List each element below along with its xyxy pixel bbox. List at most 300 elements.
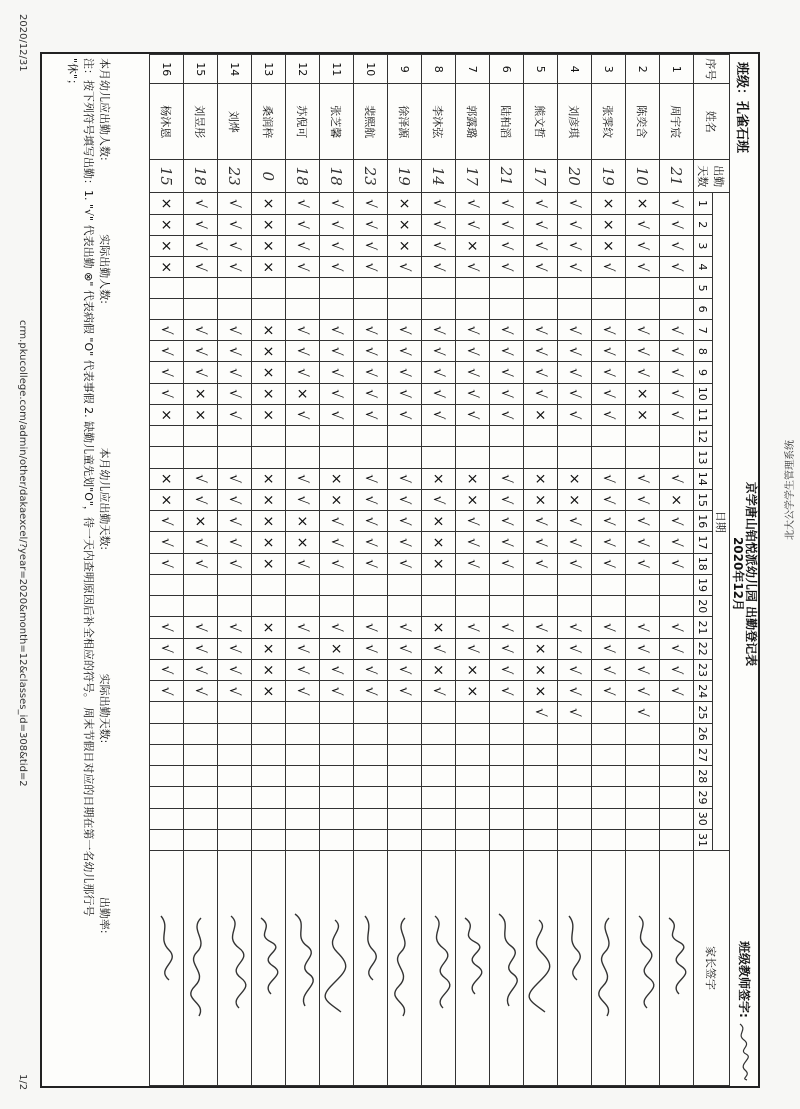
attendance-mark: [524, 766, 558, 787]
day-number-cell: 6: [694, 299, 713, 320]
day-number-cell: 8: [694, 341, 713, 362]
attendance-mark: √: [184, 320, 218, 341]
attendance-mark: [626, 278, 660, 299]
attendance-mark: √: [184, 553, 218, 574]
attendance-mark: √: [490, 214, 524, 235]
attendance-mark: √: [524, 532, 558, 553]
attendance-mark: √: [660, 214, 694, 235]
parent-signature: [626, 851, 660, 1086]
actual-days-label: 实际出勤天数:: [98, 673, 111, 744]
seq-cell: 9: [388, 55, 422, 84]
attendance-mark: √: [456, 511, 490, 532]
attendance-mark: √: [320, 511, 354, 532]
attendance-mark: [490, 447, 524, 468]
name-cell: 桑润梓: [252, 84, 286, 160]
attendance-mark: √: [558, 404, 592, 425]
attendance-mark: [354, 299, 388, 320]
attendance-mark: √: [558, 214, 592, 235]
attendance-mark: √: [558, 383, 592, 404]
attendance-mark: √: [218, 511, 252, 532]
days-cell: 18: [320, 159, 354, 192]
student-row: [558, 55, 592, 1086]
attendance-mark: √: [626, 553, 660, 574]
attendance-mark: [150, 426, 184, 447]
attendance-mark: ×: [150, 214, 184, 235]
attendance-mark: [218, 426, 252, 447]
attendance-mark: [320, 596, 354, 617]
attendance-mark: √: [660, 553, 694, 574]
attendance-mark: ×: [150, 256, 184, 277]
attendance-mark: [184, 808, 218, 829]
attendance-mark: ×: [456, 489, 490, 510]
attendance-mark: [592, 447, 626, 468]
seq-cell: 14: [218, 55, 252, 84]
attendance-mark: [252, 299, 286, 320]
system-name: 北大公学学生管理系统: [785, 440, 796, 540]
attendance-mark: [524, 787, 558, 808]
seq-cell: 11: [320, 55, 354, 84]
attendance-mark: [320, 299, 354, 320]
attendance-table: [149, 54, 730, 1086]
attendance-mark: [490, 808, 524, 829]
attendance-mark: [456, 723, 490, 744]
parent-signature: [592, 851, 626, 1086]
attendance-mark: √: [286, 617, 320, 638]
attendance-mark: [660, 447, 694, 468]
attendance-mark: [558, 787, 592, 808]
attendance-mark: [184, 447, 218, 468]
attendance-mark: [422, 574, 456, 595]
student-row: [626, 55, 660, 1086]
attendance-mark: √: [388, 638, 422, 659]
attendance-mark: √: [388, 553, 422, 574]
attendance-mark: √: [626, 468, 660, 489]
attendance-mark: [218, 702, 252, 723]
attendance-mark: √: [626, 659, 660, 680]
attendance-mark: √: [184, 468, 218, 489]
attendance-mark: √: [558, 235, 592, 256]
attendance-mark: √: [354, 256, 388, 277]
day-number-cell: 14: [694, 468, 713, 489]
attendance-mark: [422, 278, 456, 299]
attendance-mark: ×: [252, 383, 286, 404]
seq-cell: 16: [150, 55, 184, 84]
attendance-mark: [320, 723, 354, 744]
attendance-mark: [660, 426, 694, 447]
attendance-mark: √: [150, 659, 184, 680]
attendance-mark: √: [660, 362, 694, 383]
attendance-mark: √: [388, 383, 422, 404]
attendance-mark: √: [184, 681, 218, 702]
attendance-mark: ×: [524, 638, 558, 659]
name-cell: 刘昱彤: [184, 84, 218, 160]
attendance-mark: √: [320, 404, 354, 425]
attendance-mark: [150, 829, 184, 850]
attendance-mark: √: [524, 214, 558, 235]
month-title: 2020年12月: [731, 536, 745, 612]
attendance-mark: [184, 278, 218, 299]
attendance-mark: [218, 787, 252, 808]
attendance-mark: √: [388, 468, 422, 489]
attendance-mark: [592, 744, 626, 765]
seq-cell: 12: [286, 55, 320, 84]
attendance-mark: √: [524, 341, 558, 362]
attendance-mark: ×: [320, 638, 354, 659]
attendance-mark: [626, 808, 660, 829]
student-row: [354, 55, 388, 1086]
parent-signature-scrawl: [322, 908, 352, 1028]
attendance-mark: [490, 766, 524, 787]
attendance-mark: √: [150, 511, 184, 532]
attendance-mark: [286, 702, 320, 723]
attendance-mark: [558, 574, 592, 595]
parent-signature-scrawl: [458, 908, 488, 1028]
attendance-mark: √: [490, 404, 524, 425]
student-row: [320, 55, 354, 1086]
attendance-mark: [456, 278, 490, 299]
attendance-mark: [354, 278, 388, 299]
student-row: [218, 55, 252, 1086]
name-cell: 杨沐恩: [150, 84, 184, 160]
attendance-mark: ×: [252, 256, 286, 277]
day-number-cell: 2: [694, 214, 713, 235]
attendance-mark: ×: [252, 659, 286, 680]
attendance-mark: [320, 702, 354, 723]
attendance-mark: √: [286, 681, 320, 702]
notes-block: [64, 58, 112, 1078]
attendance-mark: √: [524, 383, 558, 404]
attendance-mark: √: [388, 341, 422, 362]
attendance-mark: √: [150, 320, 184, 341]
sheet-header: [729, 54, 758, 1086]
attendance-mark: [286, 744, 320, 765]
name-cell: 张霁纹: [592, 84, 626, 160]
attendance-mark: [558, 829, 592, 850]
attendance-mark: [150, 447, 184, 468]
attendance-mark: [286, 574, 320, 595]
attendance-mark: [422, 766, 456, 787]
attendance-mark: ×: [252, 617, 286, 638]
attendance-mark: [592, 808, 626, 829]
attendance-mark: √: [320, 256, 354, 277]
attendance-mark: ×: [422, 532, 456, 553]
day-number-cell: 10: [694, 383, 713, 404]
attendance-mark: √: [422, 193, 456, 214]
attendance-mark: √: [388, 320, 422, 341]
attendance-mark: [320, 787, 354, 808]
day-number-cell: 16: [694, 511, 713, 532]
attendance-mark: √: [184, 362, 218, 383]
days-header: 出勤天数: [694, 159, 730, 192]
attendance-mark: [456, 426, 490, 447]
days-cell: 17: [456, 159, 490, 192]
attendance-mark: √: [388, 362, 422, 383]
days-cell: 0: [252, 159, 286, 192]
name-cell: 苏倪可: [286, 84, 320, 160]
attendance-mark: [524, 299, 558, 320]
attendance-mark: ×: [456, 659, 490, 680]
attendance-mark: [354, 596, 388, 617]
day-number-cell: 11: [694, 404, 713, 425]
actual-children-label: 实际出勤人数:: [98, 234, 111, 304]
attendance-mark: [592, 278, 626, 299]
days-cell: 23: [354, 159, 388, 192]
attendance-mark: [490, 702, 524, 723]
notes-legend-row: 注：按下列符号填写出勤：1. "√" 代表出勤 ⊗" 代表病假 "O" 代表事假 2. 缺勤儿童先划"O"，待一天内查明原因后补全相应的符号。 周末节假日对应的日期在第一名幼儿那行号: [82, 58, 95, 917]
attendance-mark: √: [490, 235, 524, 256]
parent-signature-scrawl: [628, 908, 658, 1028]
attendance-mark: √: [286, 235, 320, 256]
attendance-mark: √: [660, 320, 694, 341]
attendance-mark: [524, 596, 558, 617]
attendance-mark: √: [456, 256, 490, 277]
attendance-mark: √: [150, 638, 184, 659]
attendance-mark: √: [422, 214, 456, 235]
attendance-mark: ×: [252, 489, 286, 510]
attendance-mark: √: [490, 362, 524, 383]
attendance-mark: √: [150, 681, 184, 702]
parent-signature: [184, 851, 218, 1086]
attendance-mark: √: [354, 489, 388, 510]
attendance-mark: [286, 596, 320, 617]
attendance-mark: [354, 766, 388, 787]
seq-cell: 15: [184, 55, 218, 84]
attendance-mark: √: [490, 638, 524, 659]
teacher-sign-label: 班级教师签字:: [737, 941, 751, 1018]
parent-signature: [320, 851, 354, 1086]
attendance-mark: √: [354, 511, 388, 532]
attendance-mark: [388, 574, 422, 595]
notes-summary-row: [96, 58, 112, 1078]
attendance-mark: [184, 744, 218, 765]
attendance-mark: √: [660, 256, 694, 277]
attendance-mark: √: [592, 341, 626, 362]
attendance-mark: [286, 426, 320, 447]
attendance-mark: ×: [252, 553, 286, 574]
seq-cell: 5: [524, 55, 558, 84]
attendance-mark: √: [354, 553, 388, 574]
attendance-mark: √: [592, 532, 626, 553]
day-number-cell: 18: [694, 553, 713, 574]
attendance-mark: √: [626, 638, 660, 659]
attendance-mark: √: [626, 235, 660, 256]
days-cell: 15: [150, 159, 184, 192]
attendance-mark: √: [150, 617, 184, 638]
attendance-mark: √: [592, 404, 626, 425]
attendance-mark: [184, 299, 218, 320]
attendance-mark: [558, 299, 592, 320]
attendance-mark: √: [354, 214, 388, 235]
attendance-mark: √: [320, 214, 354, 235]
attendance-mark: √: [354, 193, 388, 214]
attendance-mark: ×: [422, 553, 456, 574]
attendance-mark: √: [456, 404, 490, 425]
expected-children-label: 本月幼儿应出勤人数:: [98, 58, 111, 161]
attendance-mark: √: [354, 532, 388, 553]
attendance-mark: [388, 829, 422, 850]
day-number-cell: 15: [694, 489, 713, 510]
attendance-mark: [456, 596, 490, 617]
student-row: [184, 55, 218, 1086]
attendance-mark: √: [218, 383, 252, 404]
attendance-mark: [660, 808, 694, 829]
attendance-mark: √: [218, 235, 252, 256]
days-cell: 23: [218, 159, 252, 192]
attendance-mark: √: [422, 489, 456, 510]
attendance-mark: [422, 723, 456, 744]
attendance-mark: [354, 808, 388, 829]
attendance-mark: √: [286, 256, 320, 277]
attendance-mark: [660, 299, 694, 320]
attendance-mark: √: [286, 659, 320, 680]
attendance-mark: [218, 447, 252, 468]
attendance-mark: √: [286, 341, 320, 362]
name-header: 姓名: [694, 84, 730, 160]
attendance-mark: [184, 702, 218, 723]
attendance-mark: √: [218, 638, 252, 659]
attendance-mark: √: [626, 362, 660, 383]
attendance-mark: [524, 574, 558, 595]
attendance-mark: √: [218, 659, 252, 680]
seq-cell: 10: [354, 55, 388, 84]
attendance-mark: [252, 829, 286, 850]
attendance-mark: [388, 723, 422, 744]
attendance-mark: ×: [252, 320, 286, 341]
attendance-mark: [218, 766, 252, 787]
attendance-mark: ×: [592, 235, 626, 256]
attendance-mark: √: [286, 489, 320, 510]
attendance-mark: ×: [286, 383, 320, 404]
attendance-mark: √: [626, 341, 660, 362]
attendance-mark: √: [320, 659, 354, 680]
attendance-mark: √: [320, 383, 354, 404]
attendance-mark: √: [558, 702, 592, 723]
attendance-mark: √: [592, 617, 626, 638]
attendance-mark: [490, 723, 524, 744]
attendance-mark: √: [490, 489, 524, 510]
attendance-mark: [422, 596, 456, 617]
attendance-mark: ×: [456, 468, 490, 489]
attendance-sheet: [40, 52, 760, 1088]
attendance-mark: [320, 829, 354, 850]
attendance-mark: [354, 574, 388, 595]
parent-signature-scrawl: [254, 908, 284, 1028]
attendance-mark: ×: [388, 193, 422, 214]
attendance-mark: [660, 596, 694, 617]
attendance-mark: √: [456, 532, 490, 553]
day-number-cell: 23: [694, 659, 713, 680]
attendance-mark: √: [626, 489, 660, 510]
seq-header: 序号: [694, 55, 730, 84]
attendance-mark: √: [558, 638, 592, 659]
attendance-mark: ×: [150, 404, 184, 425]
attendance-mark: √: [320, 235, 354, 256]
seq-cell: 4: [558, 55, 592, 84]
attendance-mark: √: [456, 341, 490, 362]
student-row: [660, 55, 694, 1086]
url-footer: crm.pkucollege.com/admin/other/dakaexcel/?year=2020&month=12&classes_id=308&tid=2: [17, 320, 28, 787]
day-number-cell: 7: [694, 320, 713, 341]
attendance-mark: √: [388, 489, 422, 510]
attendance-mark: √: [388, 511, 422, 532]
parent-signature-scrawl: [288, 908, 318, 1028]
day-number-cell: 22: [694, 638, 713, 659]
attendance-mark: [320, 744, 354, 765]
attendance-mark: √: [592, 320, 626, 341]
attendance-mark: [184, 596, 218, 617]
attendance-mark: √: [592, 638, 626, 659]
attendance-mark: √: [286, 193, 320, 214]
attendance-mark: [388, 744, 422, 765]
attendance-mark: √: [354, 617, 388, 638]
parent-signature-scrawl: [220, 908, 250, 1028]
attendance-mark: √: [524, 193, 558, 214]
student-row: [524, 55, 558, 1086]
attendance-mark: √: [422, 404, 456, 425]
attendance-mark: [626, 723, 660, 744]
day-number-cell: 31: [694, 829, 713, 850]
attendance-mark: √: [490, 193, 524, 214]
attendance-mark: √: [422, 256, 456, 277]
attendance-mark: [218, 574, 252, 595]
parent-signature: [286, 851, 320, 1086]
attendance-mark: ×: [320, 489, 354, 510]
day-number-cell: 9: [694, 362, 713, 383]
attendance-mark: [558, 596, 592, 617]
attendance-mark: √: [354, 681, 388, 702]
student-row: [490, 55, 524, 1086]
attendance-mark: √: [184, 617, 218, 638]
attendance-mark: √: [558, 617, 592, 638]
attendance-mark: [252, 426, 286, 447]
attendance-mark: √: [184, 341, 218, 362]
attendance-mark: ×: [524, 659, 558, 680]
teacher-signature: [737, 1022, 751, 1082]
attendance-mark: √: [218, 553, 252, 574]
attendance-mark: [626, 787, 660, 808]
attendance-mark: [592, 702, 626, 723]
attendance-mark: √: [660, 404, 694, 425]
attendance-mark: [626, 447, 660, 468]
attendance-mark: √: [422, 235, 456, 256]
attendance-mark: √: [456, 362, 490, 383]
attendance-mark: [490, 596, 524, 617]
attendance-mark: √: [490, 341, 524, 362]
attendance-mark: √: [422, 681, 456, 702]
attendance-mark: [422, 702, 456, 723]
attendance-mark: ×: [252, 341, 286, 362]
attendance-mark: √: [320, 193, 354, 214]
attendance-mark: [218, 829, 252, 850]
attendance-mark: ×: [252, 681, 286, 702]
attendance-mark: ×: [184, 404, 218, 425]
attendance-mark: √: [320, 341, 354, 362]
attendance-mark: ×: [150, 235, 184, 256]
attendance-mark: √: [218, 214, 252, 235]
attendance-mark: [490, 574, 524, 595]
attendance-mark: [252, 808, 286, 829]
attendance-mark: [592, 723, 626, 744]
name-cell: 熊文哲: [524, 84, 558, 160]
attendance-mark: [388, 447, 422, 468]
attendance-mark: √: [150, 362, 184, 383]
attendance-mark: [558, 447, 592, 468]
attendance-mark: ×: [252, 193, 286, 214]
attendance-mark: [150, 596, 184, 617]
attendance-mark: √: [218, 404, 252, 425]
attendance-mark: [388, 702, 422, 723]
attendance-mark: √: [218, 681, 252, 702]
